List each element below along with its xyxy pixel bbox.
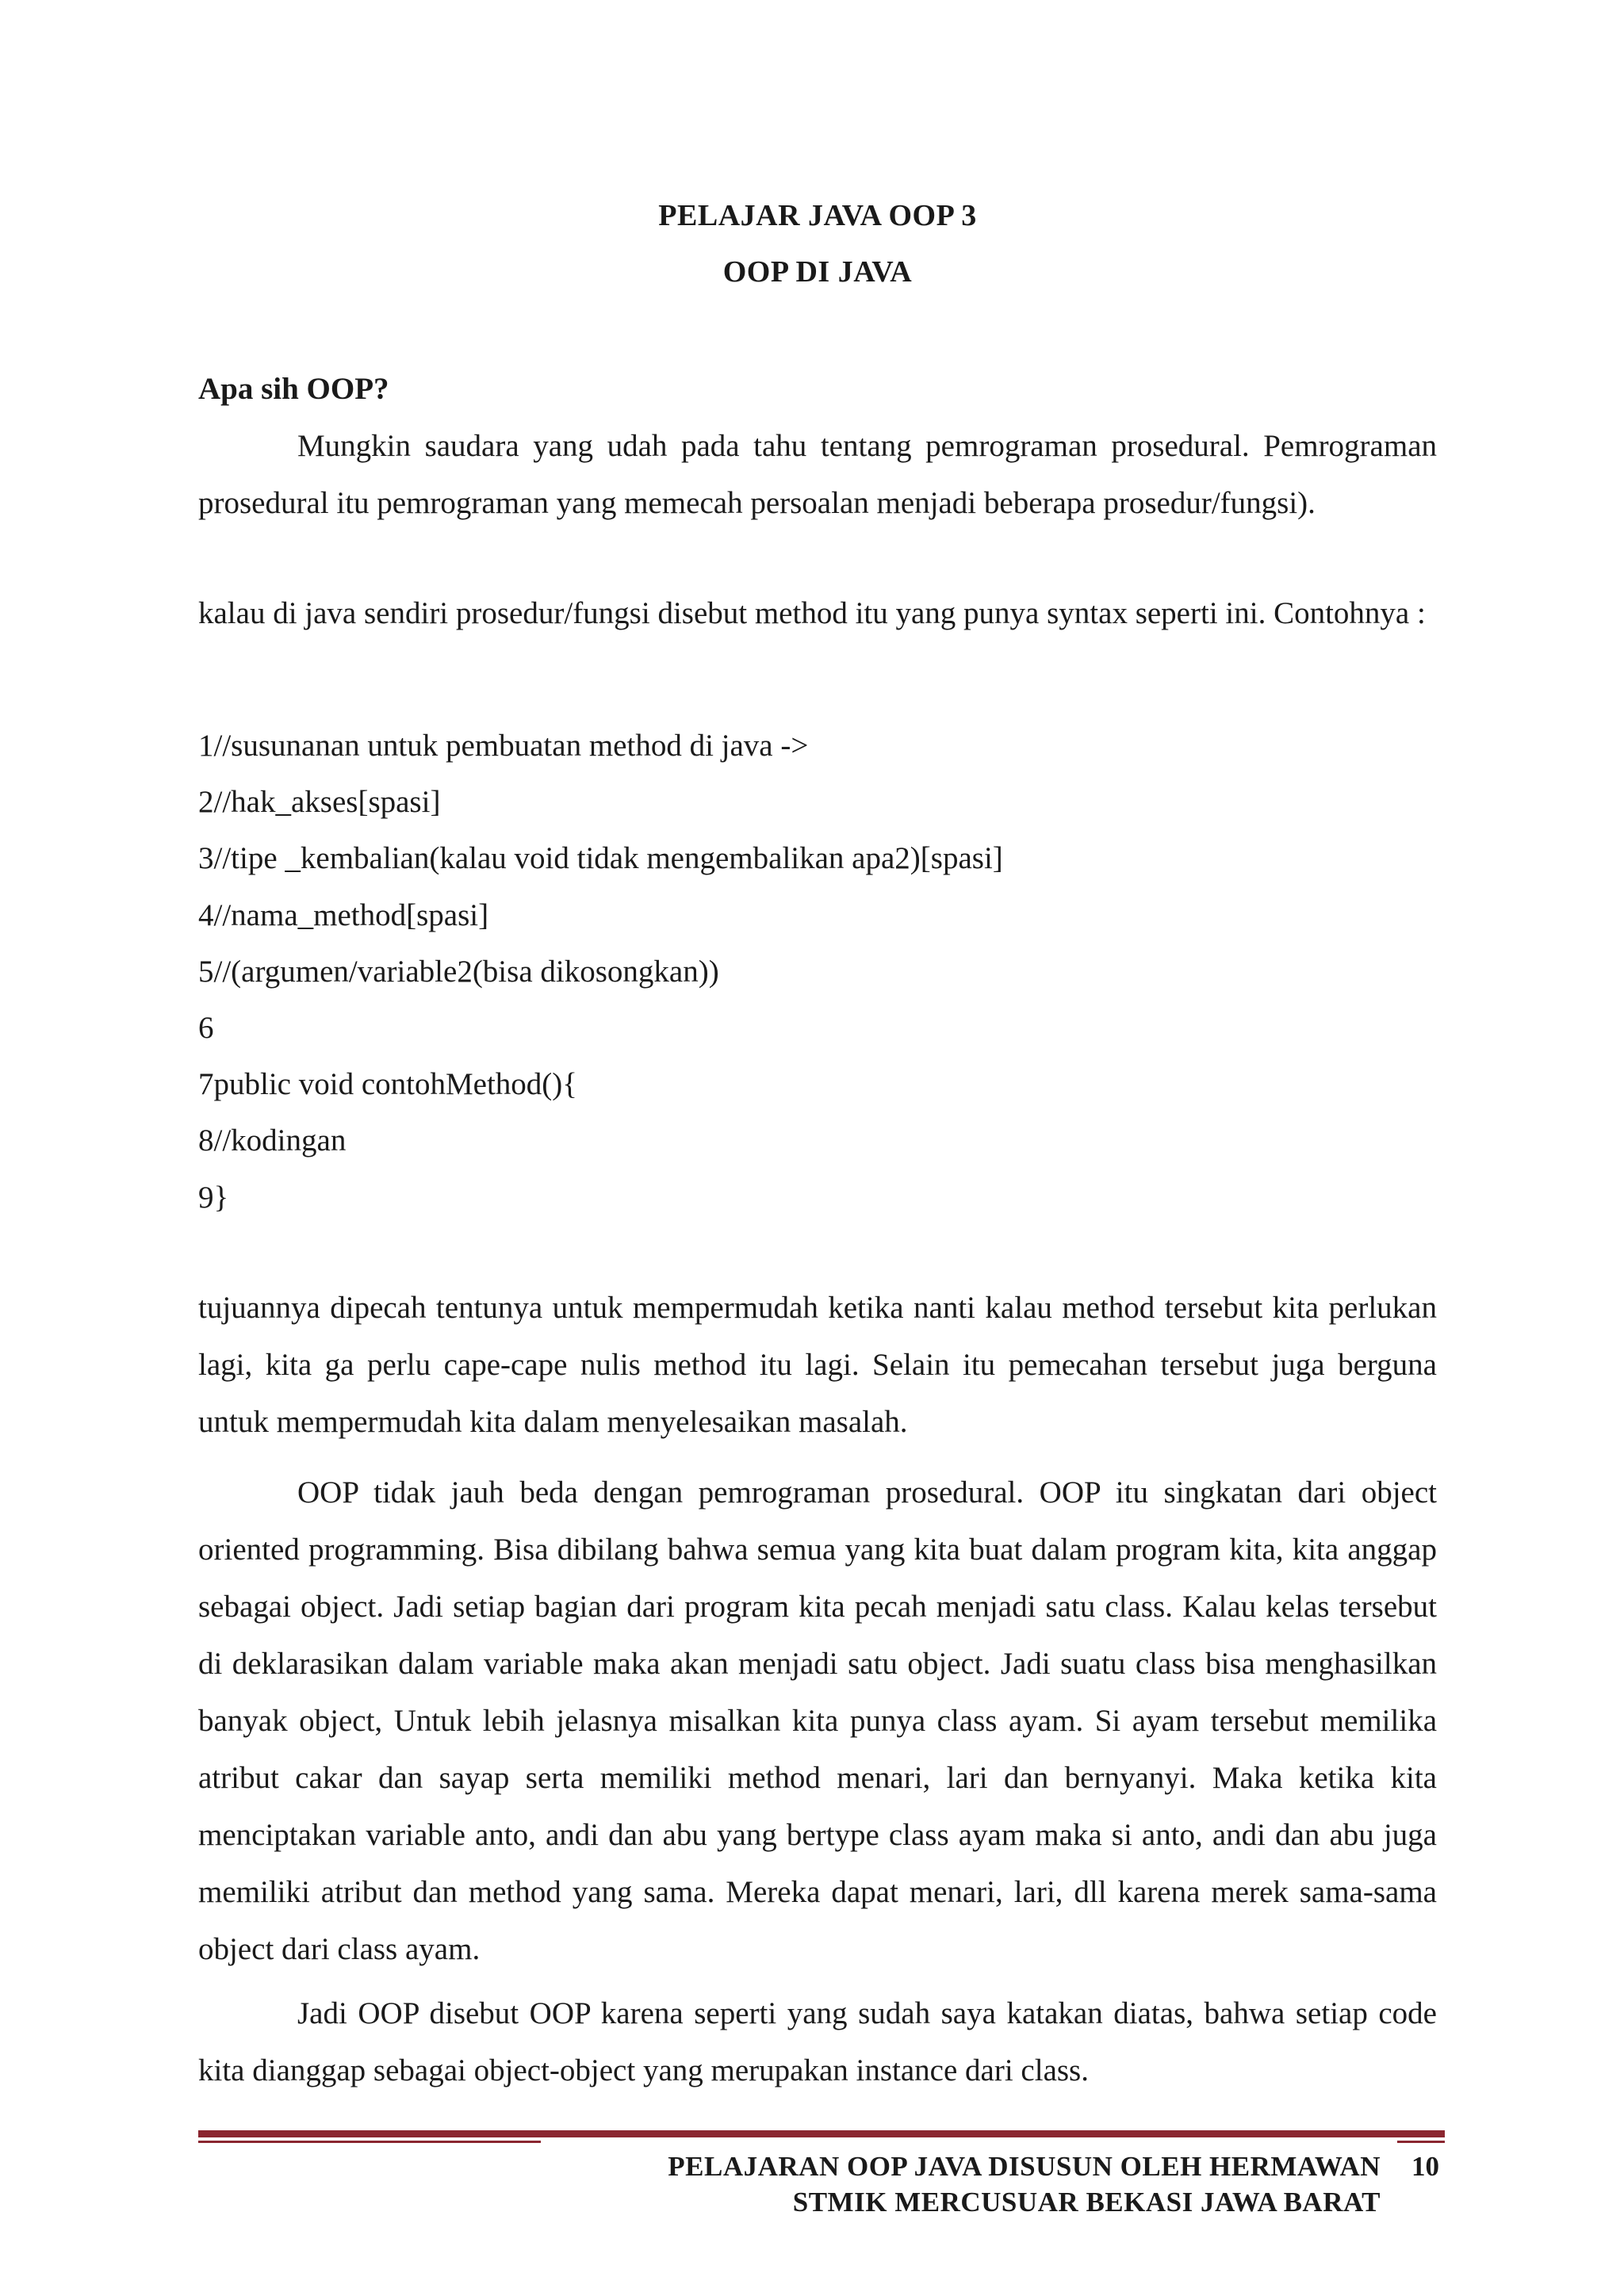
- code-line: 3//tipe _kembalian(kalau void tidak mengembalikan apa2)[spasi]: [198, 841, 1003, 876]
- document-subtitle: OOP DI JAVA: [722, 255, 913, 289]
- code-snippet: [198, 718, 1003, 1226]
- page-number: 10: [1411, 2151, 1439, 2182]
- paragraph-5: [198, 1985, 1437, 2099]
- footer-divider-right: [1397, 2130, 1445, 2137]
- document-title: PELAJAR JAVA OOP 3: [658, 199, 977, 232]
- paragraph-1: [198, 418, 1437, 532]
- footer-institution: STMIK MERCUSUAR BEKASI JAWA BARAT: [792, 2187, 1381, 2218]
- paragraph-4-text: OOP tidak jauh beda dengan pemrograman prosedural. OOP itu singkatan dari object oriented programming. Bisa dibilang bahwa semua yang kita buat dalam program kita, kita anggap sebagai object. Jadi setiap bagian dari program kita pecah menjadi satu class. Kalau kelas tersebut di deklarasikan dalam variable maka akan menjadi satu object. Jadi suatu class bisa menghasilkan banyak object, Untuk lebih jelasnya misalkan kita punya class ayam. Si ayam tersebut memilika atribut cakar dan sayap serta memiliki method menari, lari dan bernyanyi. Maka ketika kita menciptakan variable anto, andi dan abu yang bertype class ayam maka si anto, andi dan abu juga memiliki atribut dan method yang sama. Mereka dapat menari, lari, dll karena merek sama-sama object dari class ayam.: [198, 1475, 1437, 1966]
- paragraph-2: kalau di java sendiri prosedur/fungsi disebut method itu yang punya syntax seperti ini. Contohnya :: [198, 596, 1426, 630]
- code-line: 6: [198, 1011, 214, 1046]
- code-line: 5//(argumen/variable2(bisa dikosongkan)): [198, 954, 719, 989]
- document-page: [198, 0, 1437, 2296]
- paragraph-5-text: Jadi OOP disebut OOP karena seperti yang sudah saya katakan diatas, bahwa setiap code kita dianggap sebagai object-object yang merupakan instance dari class.: [198, 1996, 1437, 2087]
- footer-divider: [198, 2130, 1405, 2137]
- code-line: 1//susunanan untuk pembuatan method di java ->: [198, 729, 809, 763]
- paragraph-4: [198, 1464, 1437, 1978]
- footer-author: PELAJARAN OOP JAVA DISUSUN OLEH HERMAWAN: [668, 2151, 1381, 2182]
- footer-divider-right-thin: [1397, 2141, 1445, 2143]
- code-line: 2//hak_akses[spasi]: [198, 785, 441, 820]
- code-line: 4//nama_method[spasi]: [198, 897, 489, 932]
- footer-divider-thin: [198, 2141, 541, 2143]
- code-line: 7public void contohMethod(){: [198, 1067, 577, 1102]
- code-line: 8//kodingan: [198, 1123, 347, 1158]
- section-heading: Apa sih OOP?: [198, 372, 389, 406]
- paragraph-1-text: Mungkin saudara yang udah pada tahu tentang pemrograman prosedural. Pemrograman prosedural itu pemrograman yang memecah persoalan menjadi beberapa prosedur/fungsi).: [198, 429, 1437, 520]
- paragraph-3: tujuannya dipecah tentunya untuk mempermudah ketika nanti kalau method tersebut kita perlukan lagi, kita ga perlu cape-cape nulis method itu lagi. Selain itu pemecahan tersebut juga berguna untuk mempermudah kita dalam menyelesaikan masalah.: [198, 1291, 1437, 1439]
- code-line: 9}: [198, 1180, 229, 1215]
